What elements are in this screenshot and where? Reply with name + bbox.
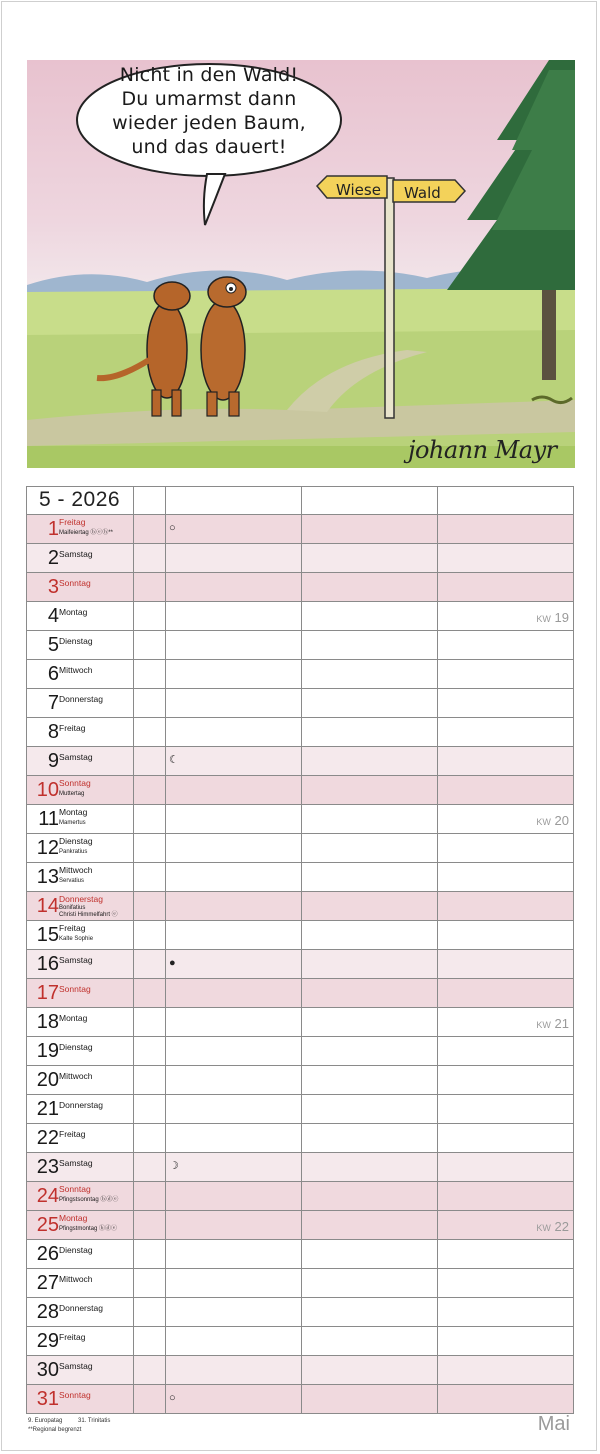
divider — [301, 921, 302, 949]
day-number: 16 — [36, 953, 59, 975]
divider — [301, 1153, 302, 1181]
divider — [301, 1182, 302, 1210]
day-row[interactable] — [26, 805, 574, 834]
divider — [165, 1008, 166, 1036]
divider — [437, 892, 438, 920]
divider — [437, 979, 438, 1007]
divider — [437, 950, 438, 978]
divider — [437, 1008, 438, 1036]
day-row[interactable] — [26, 1037, 574, 1066]
day-note: Pankratius — [59, 849, 88, 855]
sign-left-label: Wiese — [336, 181, 381, 199]
divider — [437, 718, 438, 746]
divider — [165, 602, 166, 630]
divider — [437, 1182, 438, 1210]
divider — [165, 776, 166, 804]
divider — [165, 863, 166, 891]
day-row[interactable] — [26, 1066, 574, 1095]
calendar-week-label — [536, 610, 569, 625]
day-name: Donnerstag — [59, 894, 103, 904]
day-number: 28 — [36, 1301, 59, 1323]
divider — [301, 573, 302, 601]
divider — [301, 863, 302, 891]
divider — [437, 863, 438, 891]
divider — [437, 1385, 438, 1413]
divider — [133, 1124, 134, 1152]
divider — [165, 1240, 166, 1268]
divider — [133, 515, 134, 543]
calendar-week-number: 19 — [554, 610, 569, 625]
day-rows — [26, 515, 574, 1414]
day-name: Sonntag — [59, 1390, 91, 1400]
speech-line: Nicht in den Wald! — [119, 64, 299, 86]
day-row[interactable] — [26, 1153, 574, 1182]
day-number: 20 — [36, 1069, 59, 1091]
day-row[interactable] — [26, 776, 574, 805]
day-row[interactable] — [26, 1211, 574, 1240]
divider — [301, 747, 302, 775]
divider — [437, 1240, 438, 1268]
divider — [133, 1327, 134, 1355]
divider — [437, 1153, 438, 1181]
day-name: Montag — [59, 607, 88, 617]
day-row[interactable] — [26, 747, 574, 776]
calendar-title: 5 - 2026 — [39, 488, 121, 511]
divider — [165, 544, 166, 572]
day-name: Freitag — [59, 517, 86, 527]
day-note: Pfingstmontag ⓑⓓⓔ — [59, 1226, 118, 1232]
day-row[interactable] — [26, 950, 574, 979]
day-note: Christi Himmelfahrt ⓔ — [59, 912, 118, 918]
divider — [133, 1153, 134, 1181]
day-number: 11 — [38, 808, 59, 830]
day-row[interactable] — [26, 602, 574, 631]
day-name: Donnerstag — [59, 694, 103, 704]
divider — [133, 863, 134, 891]
day-number: 2 — [47, 547, 59, 569]
divider — [301, 544, 302, 572]
divider — [133, 631, 134, 659]
day-number: 30 — [36, 1359, 59, 1381]
day-name: Donnerstag — [59, 1303, 103, 1313]
divider — [165, 1182, 166, 1210]
divider — [437, 834, 438, 862]
divider — [133, 1298, 134, 1326]
calendar-week-label — [536, 813, 569, 828]
divider — [437, 921, 438, 949]
day-row[interactable] — [26, 689, 574, 718]
divider — [301, 1298, 302, 1326]
day-number: 25 — [36, 1214, 59, 1236]
moon-phase-icon: ☽ — [169, 1160, 179, 1172]
divider — [437, 602, 438, 630]
divider — [301, 487, 302, 514]
divider — [301, 660, 302, 688]
calendar-week-prefix: KW — [536, 1223, 551, 1233]
divider — [165, 1385, 166, 1413]
divider — [165, 747, 166, 775]
speech-line: und das dauert! — [131, 136, 287, 158]
day-row[interactable] — [26, 1124, 574, 1153]
day-row[interactable] — [26, 718, 574, 747]
divider — [133, 892, 134, 920]
divider — [301, 631, 302, 659]
day-number: 29 — [36, 1330, 59, 1352]
divider — [301, 1037, 302, 1065]
divider — [133, 805, 134, 833]
divider — [165, 1095, 166, 1123]
day-name: Freitag — [59, 1129, 86, 1139]
day-name: Sonntag — [59, 578, 91, 588]
divider — [437, 1211, 438, 1239]
day-name: Sonntag — [59, 778, 91, 788]
divider — [437, 631, 438, 659]
divider — [437, 515, 438, 543]
day-row[interactable] — [26, 544, 574, 573]
day-name: Montag — [59, 807, 88, 817]
day-name: Samstag — [59, 752, 93, 762]
day-note: Kalte Sophie — [59, 936, 94, 942]
divider — [133, 950, 134, 978]
calendar-week-label — [536, 1219, 569, 1234]
divider — [165, 1037, 166, 1065]
day-number: 22 — [36, 1127, 59, 1149]
day-name: Donnerstag — [59, 1100, 103, 1110]
divider — [301, 718, 302, 746]
divider — [437, 747, 438, 775]
day-name: Sonntag — [59, 984, 91, 994]
divider — [437, 573, 438, 601]
divider — [301, 602, 302, 630]
divider — [133, 1182, 134, 1210]
divider — [301, 1269, 302, 1297]
day-number: 4 — [47, 605, 59, 627]
day-row[interactable] — [26, 921, 574, 950]
divider — [133, 1356, 134, 1384]
divider — [437, 1269, 438, 1297]
day-number: 15 — [36, 924, 59, 946]
divider — [437, 660, 438, 688]
divider — [165, 689, 166, 717]
day-number: 31 — [36, 1388, 59, 1410]
day-row[interactable] — [26, 1269, 574, 1298]
divider — [133, 1385, 134, 1413]
divider — [165, 805, 166, 833]
day-name: Samstag — [59, 549, 93, 559]
divider — [165, 1327, 166, 1355]
day-number: 13 — [36, 866, 59, 888]
divider — [133, 718, 134, 746]
day-note: Muttertag — [59, 791, 85, 797]
day-row[interactable] — [26, 515, 574, 544]
day-number: 23 — [36, 1156, 59, 1178]
day-row[interactable] — [26, 1095, 574, 1124]
day-name: Montag — [59, 1013, 88, 1023]
divider — [165, 950, 166, 978]
divider — [133, 573, 134, 601]
divider — [437, 1327, 438, 1355]
calendar-week-prefix: KW — [536, 1020, 551, 1030]
calendar-week-number: 22 — [554, 1219, 569, 1234]
divider — [437, 805, 438, 833]
divider — [133, 1240, 134, 1268]
divider — [165, 1269, 166, 1297]
day-name: Mittwoch — [59, 865, 93, 875]
divider — [301, 834, 302, 862]
day-number: 8 — [47, 721, 59, 743]
divider — [301, 689, 302, 717]
divider — [133, 921, 134, 949]
divider — [133, 1037, 134, 1065]
calendar-week-prefix: KW — [536, 817, 551, 827]
divider — [165, 892, 166, 920]
day-note: Mamertus — [59, 820, 86, 826]
divider — [165, 921, 166, 949]
divider — [165, 834, 166, 862]
day-number: 9 — [47, 750, 59, 772]
speech-line: Du umarmst dann — [121, 88, 297, 110]
divider — [165, 1211, 166, 1239]
divider — [301, 776, 302, 804]
day-row[interactable] — [26, 631, 574, 660]
month-name: Mai — [537, 1413, 570, 1435]
calendar-week-label — [536, 1016, 569, 1031]
moon-phase-icon: ○ — [169, 1392, 176, 1404]
day-row[interactable] — [26, 1240, 574, 1269]
day-row[interactable] — [26, 834, 574, 863]
day-name: Samstag — [59, 955, 93, 965]
day-name: Mittwoch — [59, 665, 93, 675]
day-number: 18 — [36, 1011, 59, 1033]
divider — [165, 487, 166, 514]
day-number: 3 — [47, 576, 59, 598]
day-number: 5 — [47, 634, 59, 656]
divider — [301, 1211, 302, 1239]
day-number: 7 — [47, 692, 59, 714]
divider — [133, 747, 134, 775]
divider — [133, 1269, 134, 1297]
day-number: 21 — [36, 1098, 59, 1120]
divider — [133, 660, 134, 688]
divider — [165, 515, 166, 543]
divider — [133, 979, 134, 1007]
day-note: Pfingstsonntag ⓑⓓⓔ — [59, 1197, 119, 1203]
divider — [301, 1356, 302, 1384]
divider — [301, 1385, 302, 1413]
divider — [133, 1095, 134, 1123]
divider — [301, 979, 302, 1007]
divider — [133, 602, 134, 630]
divider — [301, 1240, 302, 1268]
day-row[interactable] — [26, 1327, 574, 1356]
divider — [437, 1298, 438, 1326]
divider — [437, 544, 438, 572]
day-name: Mittwoch — [59, 1071, 93, 1081]
day-number: 14 — [36, 895, 59, 917]
divider — [165, 1124, 166, 1152]
footnotes — [28, 1417, 124, 1435]
day-name: Freitag — [59, 1332, 86, 1342]
footnote: 9. Europatag — [28, 1418, 63, 1424]
day-number: 10 — [36, 779, 59, 801]
day-number: 12 — [36, 837, 59, 859]
footnote: 31. Trinitatis — [78, 1418, 111, 1424]
day-name: Freitag — [59, 923, 86, 933]
day-row[interactable] — [26, 892, 574, 921]
divider — [301, 892, 302, 920]
divider — [133, 689, 134, 717]
divider — [437, 776, 438, 804]
day-name: Samstag — [59, 1158, 93, 1168]
divider — [133, 776, 134, 804]
moon-phase-icon: ○ — [169, 522, 176, 534]
divider — [437, 689, 438, 717]
calendar-week-number: 20 — [554, 813, 569, 828]
divider — [301, 1327, 302, 1355]
day-name: Dienstag — [59, 836, 93, 846]
divider — [301, 805, 302, 833]
day-row[interactable] — [26, 1182, 574, 1211]
calendar-week-prefix: KW — [536, 614, 551, 624]
divider — [133, 1211, 134, 1239]
divider — [437, 1066, 438, 1094]
divider — [301, 1124, 302, 1152]
divider — [165, 631, 166, 659]
divider — [165, 573, 166, 601]
day-name: Mittwoch — [59, 1274, 93, 1284]
calendar-week-number: 21 — [554, 1016, 569, 1031]
day-name: Dienstag — [59, 1042, 93, 1052]
divider — [437, 487, 438, 514]
artist-signature: johann Mayr — [408, 436, 557, 464]
day-row[interactable] — [26, 573, 574, 602]
day-number: 6 — [47, 663, 59, 685]
day-row[interactable] — [26, 660, 574, 689]
day-note: Maifeiertag ⓑⓔⓗ** — [59, 530, 114, 536]
day-name: Dienstag — [59, 636, 93, 646]
day-name: Sonntag — [59, 1184, 91, 1194]
day-name: Freitag — [59, 723, 86, 733]
divider — [165, 1066, 166, 1094]
day-name: Montag — [59, 1213, 88, 1223]
divider — [437, 1037, 438, 1065]
divider — [165, 660, 166, 688]
day-name: Dienstag — [59, 1245, 93, 1255]
divider — [301, 1066, 302, 1094]
day-number: 1 — [47, 518, 59, 540]
day-number: 19 — [36, 1040, 59, 1062]
divider — [165, 1153, 166, 1181]
day-number: 26 — [36, 1243, 59, 1265]
day-row[interactable] — [26, 1008, 574, 1037]
divider — [165, 1356, 166, 1384]
calendar-header — [26, 486, 574, 515]
day-row[interactable] — [26, 863, 574, 892]
day-row[interactable] — [26, 979, 574, 1008]
speech-line: wieder jeden Baum, — [112, 112, 306, 134]
divider — [437, 1356, 438, 1384]
speech-bubble-text — [94, 63, 324, 159]
divider — [133, 834, 134, 862]
day-row[interactable] — [26, 1298, 574, 1327]
calendar-grid — [26, 486, 574, 1414]
day-name: Samstag — [59, 1361, 93, 1371]
day-number: 24 — [36, 1185, 59, 1207]
footnote: **Regional begrenzt — [28, 1427, 82, 1433]
divider — [165, 1298, 166, 1326]
divider — [301, 515, 302, 543]
day-number: 27 — [36, 1272, 59, 1294]
moon-phase-icon: ● — [169, 957, 176, 969]
moon-phase-icon: ☾ — [169, 754, 179, 766]
day-row[interactable] — [26, 1385, 574, 1414]
divider — [133, 1066, 134, 1094]
divider — [301, 950, 302, 978]
day-row[interactable] — [26, 1356, 574, 1385]
divider — [133, 487, 134, 514]
divider — [133, 544, 134, 572]
divider — [133, 1008, 134, 1036]
divider — [437, 1095, 438, 1123]
day-note: Bonifatius — [59, 905, 86, 911]
day-number: 17 — [36, 982, 59, 1004]
divider — [165, 979, 166, 1007]
day-note: Servatius — [59, 878, 85, 884]
divider — [301, 1095, 302, 1123]
divider — [165, 718, 166, 746]
divider — [301, 1008, 302, 1036]
sign-right-label: Wald — [404, 184, 441, 202]
divider — [437, 1124, 438, 1152]
